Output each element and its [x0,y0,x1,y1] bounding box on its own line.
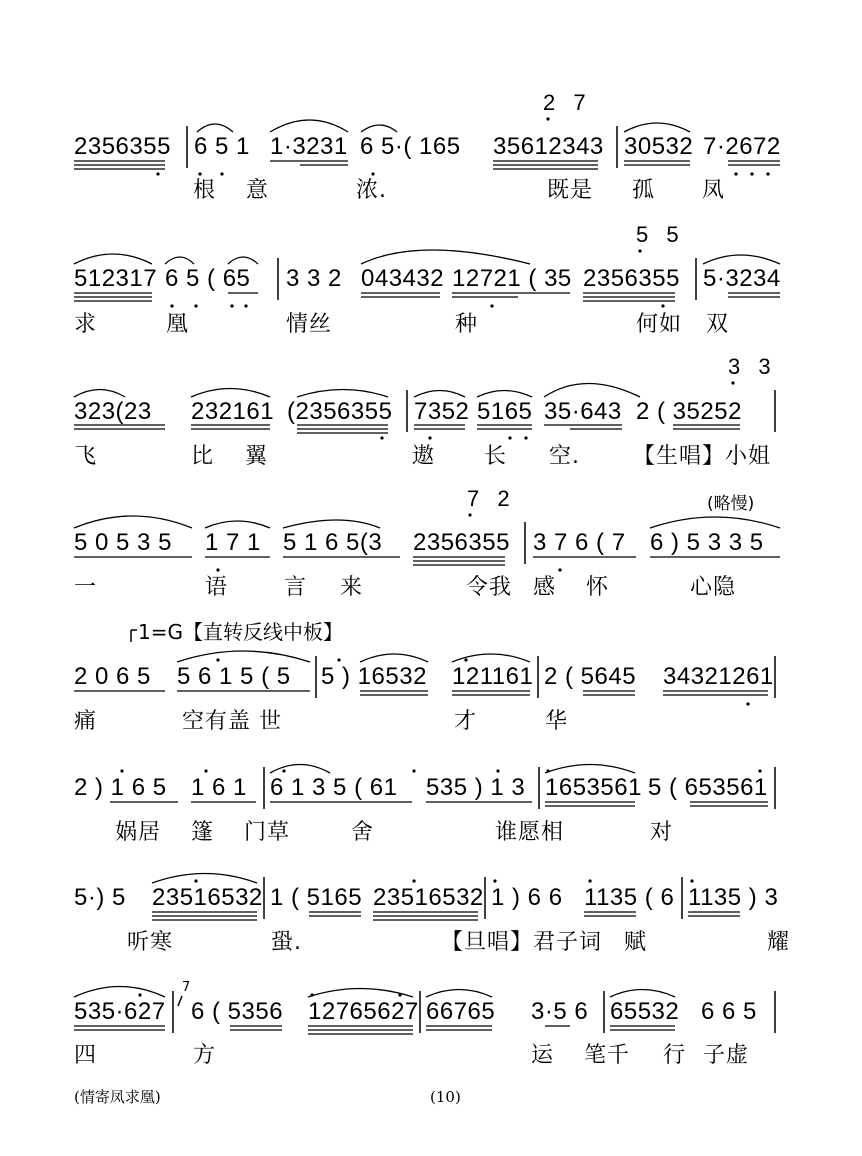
notation-segment: 5 1 6 5(3 [283,529,383,556]
lyric: 翼 [245,444,269,469]
lyric: 耀 [767,930,791,955]
notation-segment: 6 ( 5356 [191,998,284,1025]
lyric: 谁愿相 [495,820,565,845]
lyric: 来 [340,575,364,600]
lyric: 【生唱】小姐 [633,444,772,469]
lyric: 感 [533,575,557,600]
lyric: 浓. [356,178,387,203]
notation-segment: 6 6 5 [701,998,757,1025]
notation-segment: 5 ) 16532 [321,663,427,690]
lyric: 舍 [351,820,375,845]
lyric: 种 [455,312,479,337]
lyric: 运 [531,1043,555,1068]
top-notes: 2 7 [543,90,592,115]
notation-segment: 512317 [74,265,158,292]
notation-segment: 35·643 [544,398,622,425]
notation-segment: 1·3231 [270,133,348,160]
tempo-annotation: (略慢) [707,494,755,514]
notation-segment: 12721 ( 35 [452,265,572,292]
lyric: 方 [193,1043,217,1068]
lyric: 孤 [632,178,656,203]
notation-segment: 2 0 6 5 [74,663,151,690]
notation-segment: 2356355 [413,529,510,556]
notation-segment: 323(23 [74,398,152,425]
lyric: 怀 [586,575,610,600]
lyric: 心隐 [690,575,737,600]
notation-segment: 5·) 5 [74,884,126,911]
notation-segment: 3 7 6 ( 7 [533,529,626,556]
lyric: 语 [205,575,229,600]
lyric: 【旦唱】君子词 [441,930,603,955]
lyric: 求 [74,312,98,337]
notation-segment: 5 0 5 3 5 [74,529,172,556]
notation-segment: 6 1 3 5 ( 61 [270,774,398,801]
notation-segment: 121161 [452,663,534,690]
notation-segment: 7352 [414,398,470,425]
notation-segment: 535·627 [74,998,166,1025]
lyric: 情丝 [286,312,333,337]
notation-segment: 1653561 [545,774,642,801]
lyric: 篷 [191,820,215,845]
notation-segment: 1 7 1 [205,529,261,556]
notation-segment: 2 ( 35252 [636,398,742,425]
notation-segment: 34321261 [663,663,774,690]
notation-segment: 535 ) 1 3 [426,774,526,801]
notation-segment: 6 ) 5 3 3 5 [650,529,764,556]
footer-title: (情寄凤求凰) [74,1088,161,1106]
lyric: 飞 [74,444,98,469]
notation-segment: 1135 ) 3 [688,884,779,911]
notation-segment: 5 6 1 5 ( 5 [177,663,291,690]
notation-segment: (2356355 [287,398,393,425]
notation-segment: 1 ( 5165 [270,884,363,911]
lyric: 根 [193,178,217,203]
lyric: 娲居 [115,820,162,845]
notation-segment: 30532 [624,133,694,160]
lyric: 才 [454,709,478,734]
notation-segment: 2356355 [74,133,171,160]
notation-segment: 23516532 [152,884,263,911]
lyric: 既是 [547,178,594,203]
notation-segment: 232161 [191,398,275,425]
notation-segment: 1 6 1 [191,774,247,801]
notation-segment: 5165 [477,398,533,425]
lyric: 世 [259,709,283,734]
notation-segment: 1 ) 6 6 [491,884,563,911]
lyric: 笔千 [584,1043,631,1068]
top-notes: 5 5 [636,222,685,247]
lyric: 长 [484,444,508,469]
lyric: 一 [74,575,98,600]
lyric: 华 [545,709,569,734]
notation-segment: 35612343 [493,133,604,160]
key-signature: 1=G【直转反线中板】 [138,620,343,644]
lyric: 言 [284,575,308,600]
lyric: 遨 [412,444,436,469]
lyric: 比 [191,444,215,469]
lyric: 双 [706,312,730,337]
notation-segment: 5 ( 653561 [648,774,768,801]
lyric: 凰 [166,312,190,337]
notation-segment: 5·3234 [703,265,781,292]
lyric: 令我 [466,575,513,600]
lyric: 何如 [636,312,683,337]
notation-segment: 7·2672 [703,133,781,160]
notation-segment: 2356355 [583,265,680,292]
lyric: 行 [663,1043,687,1068]
lyric: 空. [549,444,580,469]
lyric: 门草 [244,820,291,845]
notation-segment: 12765627 [308,998,419,1025]
notation-segment: 23516532 [373,884,484,911]
lyric: 空有盖 [182,709,252,734]
notation-segment: 3·5 6 [531,998,589,1025]
notation-segment: 65532 [610,998,680,1025]
top-notes: 7 2 [467,486,516,511]
notation-segment: 043432 [361,265,445,292]
lyric: 凤 [702,178,726,203]
notation-segment: 1135 ( 6 [584,884,675,911]
lyric: 子虚 [703,1043,750,1068]
notation-segment: 3 3 2 [286,265,342,292]
lyric: 赋 [624,930,648,955]
lyric: 蛩. [271,930,302,955]
notation-segment: 66765 [426,998,496,1025]
lyric: 对 [650,820,674,845]
notation-segment: 2 ) 1 6 5 [74,774,167,801]
notation-segment: 6 5·( 165 [360,133,461,160]
notation-segment: 2 ( 5645 [544,663,637,690]
notation-segment: 6 5 1 [194,133,250,160]
page-number: (10) [430,1088,461,1106]
notation-segment: 6 5 ( 65 [165,265,251,292]
grace-note: 7 [182,980,191,995]
lyric: 意 [246,178,270,203]
lyric: 四 [74,1043,98,1068]
lyric: 听寒 [127,930,174,955]
top-notes: 3 3 [728,354,777,379]
lyric: 痛 [74,709,98,734]
